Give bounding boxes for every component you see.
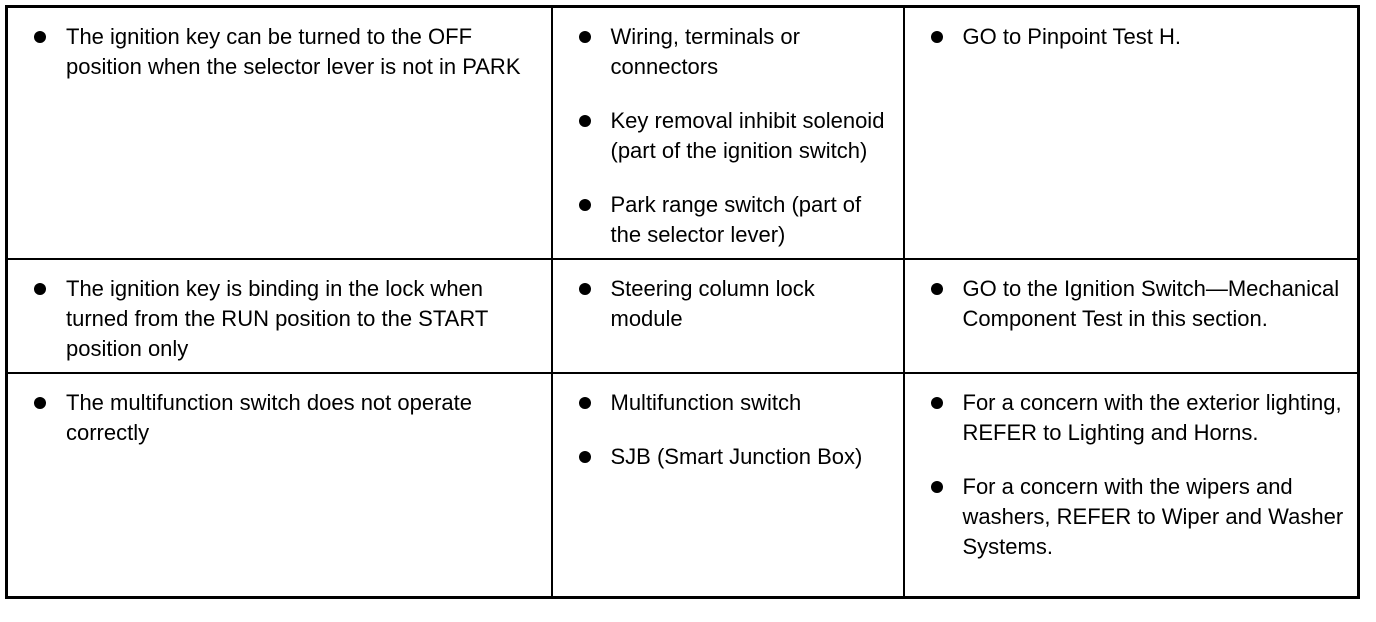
bullet-icon <box>579 451 591 463</box>
possible-source-cell <box>552 7 904 260</box>
condition-cell <box>7 259 552 373</box>
condition-text: The ignition key is binding in the lock when turned from the RUN position to the START position only <box>66 276 488 361</box>
action-cell <box>904 7 1359 260</box>
list-item <box>579 274 893 334</box>
action-cell <box>904 259 1359 373</box>
list-item <box>931 22 1348 52</box>
bullet-icon <box>931 31 943 43</box>
bullet-icon <box>34 283 46 295</box>
action-text: GO to Pinpoint Test H. <box>962 24 1181 49</box>
bullet-icon <box>34 397 46 409</box>
action-text: GO to the Ignition Switch—Mechanical Component Test in this section. <box>962 276 1340 331</box>
list-item <box>34 274 541 364</box>
bullet-icon <box>579 283 591 295</box>
table-row <box>7 373 1359 597</box>
list-item <box>931 472 1348 562</box>
list-item <box>579 388 893 418</box>
condition-text: The ignition key can be turned to the OFF position when the selector lever is not in PARK <box>66 24 521 79</box>
list-item <box>579 442 893 472</box>
list-item <box>579 106 893 166</box>
source-text: Multifunction switch <box>610 390 802 415</box>
list-item <box>579 22 893 82</box>
bullet-icon <box>931 283 943 295</box>
action-cell <box>904 373 1359 597</box>
possible-source-cell <box>552 259 904 373</box>
possible-source-cell <box>552 373 904 597</box>
list-item <box>579 190 893 250</box>
symptom-chart-table <box>5 5 1360 599</box>
list-item <box>931 388 1348 448</box>
source-text: Key removal inhibit solenoid (part of the ignition switch) <box>610 108 885 163</box>
condition-text: The multifunction switch does not operate correctly <box>66 390 473 445</box>
list-item <box>34 22 541 82</box>
action-text: For a concern with the exterior lighting, REFER to Lighting and Horns. <box>962 390 1342 445</box>
bullet-icon <box>931 397 943 409</box>
source-text: SJB (Smart Junction Box) <box>610 444 863 469</box>
bullet-icon <box>34 31 46 43</box>
condition-cell <box>7 7 552 260</box>
bullet-icon <box>579 199 591 211</box>
condition-cell <box>7 373 552 597</box>
source-text: Wiring, terminals or connectors <box>610 24 800 79</box>
bullet-icon <box>931 481 943 493</box>
source-text: Steering column lock module <box>610 276 815 331</box>
bullet-icon <box>579 397 591 409</box>
bullet-icon <box>579 115 591 127</box>
table-row <box>7 7 1359 260</box>
list-item <box>931 274 1348 334</box>
table-row <box>7 259 1359 373</box>
source-text: Park range switch (part of the selector lever) <box>610 192 862 247</box>
action-text: For a concern with the wipers and washers, REFER to Wiper and Washer Systems. <box>962 474 1344 559</box>
bullet-icon <box>579 31 591 43</box>
list-item <box>34 388 541 448</box>
